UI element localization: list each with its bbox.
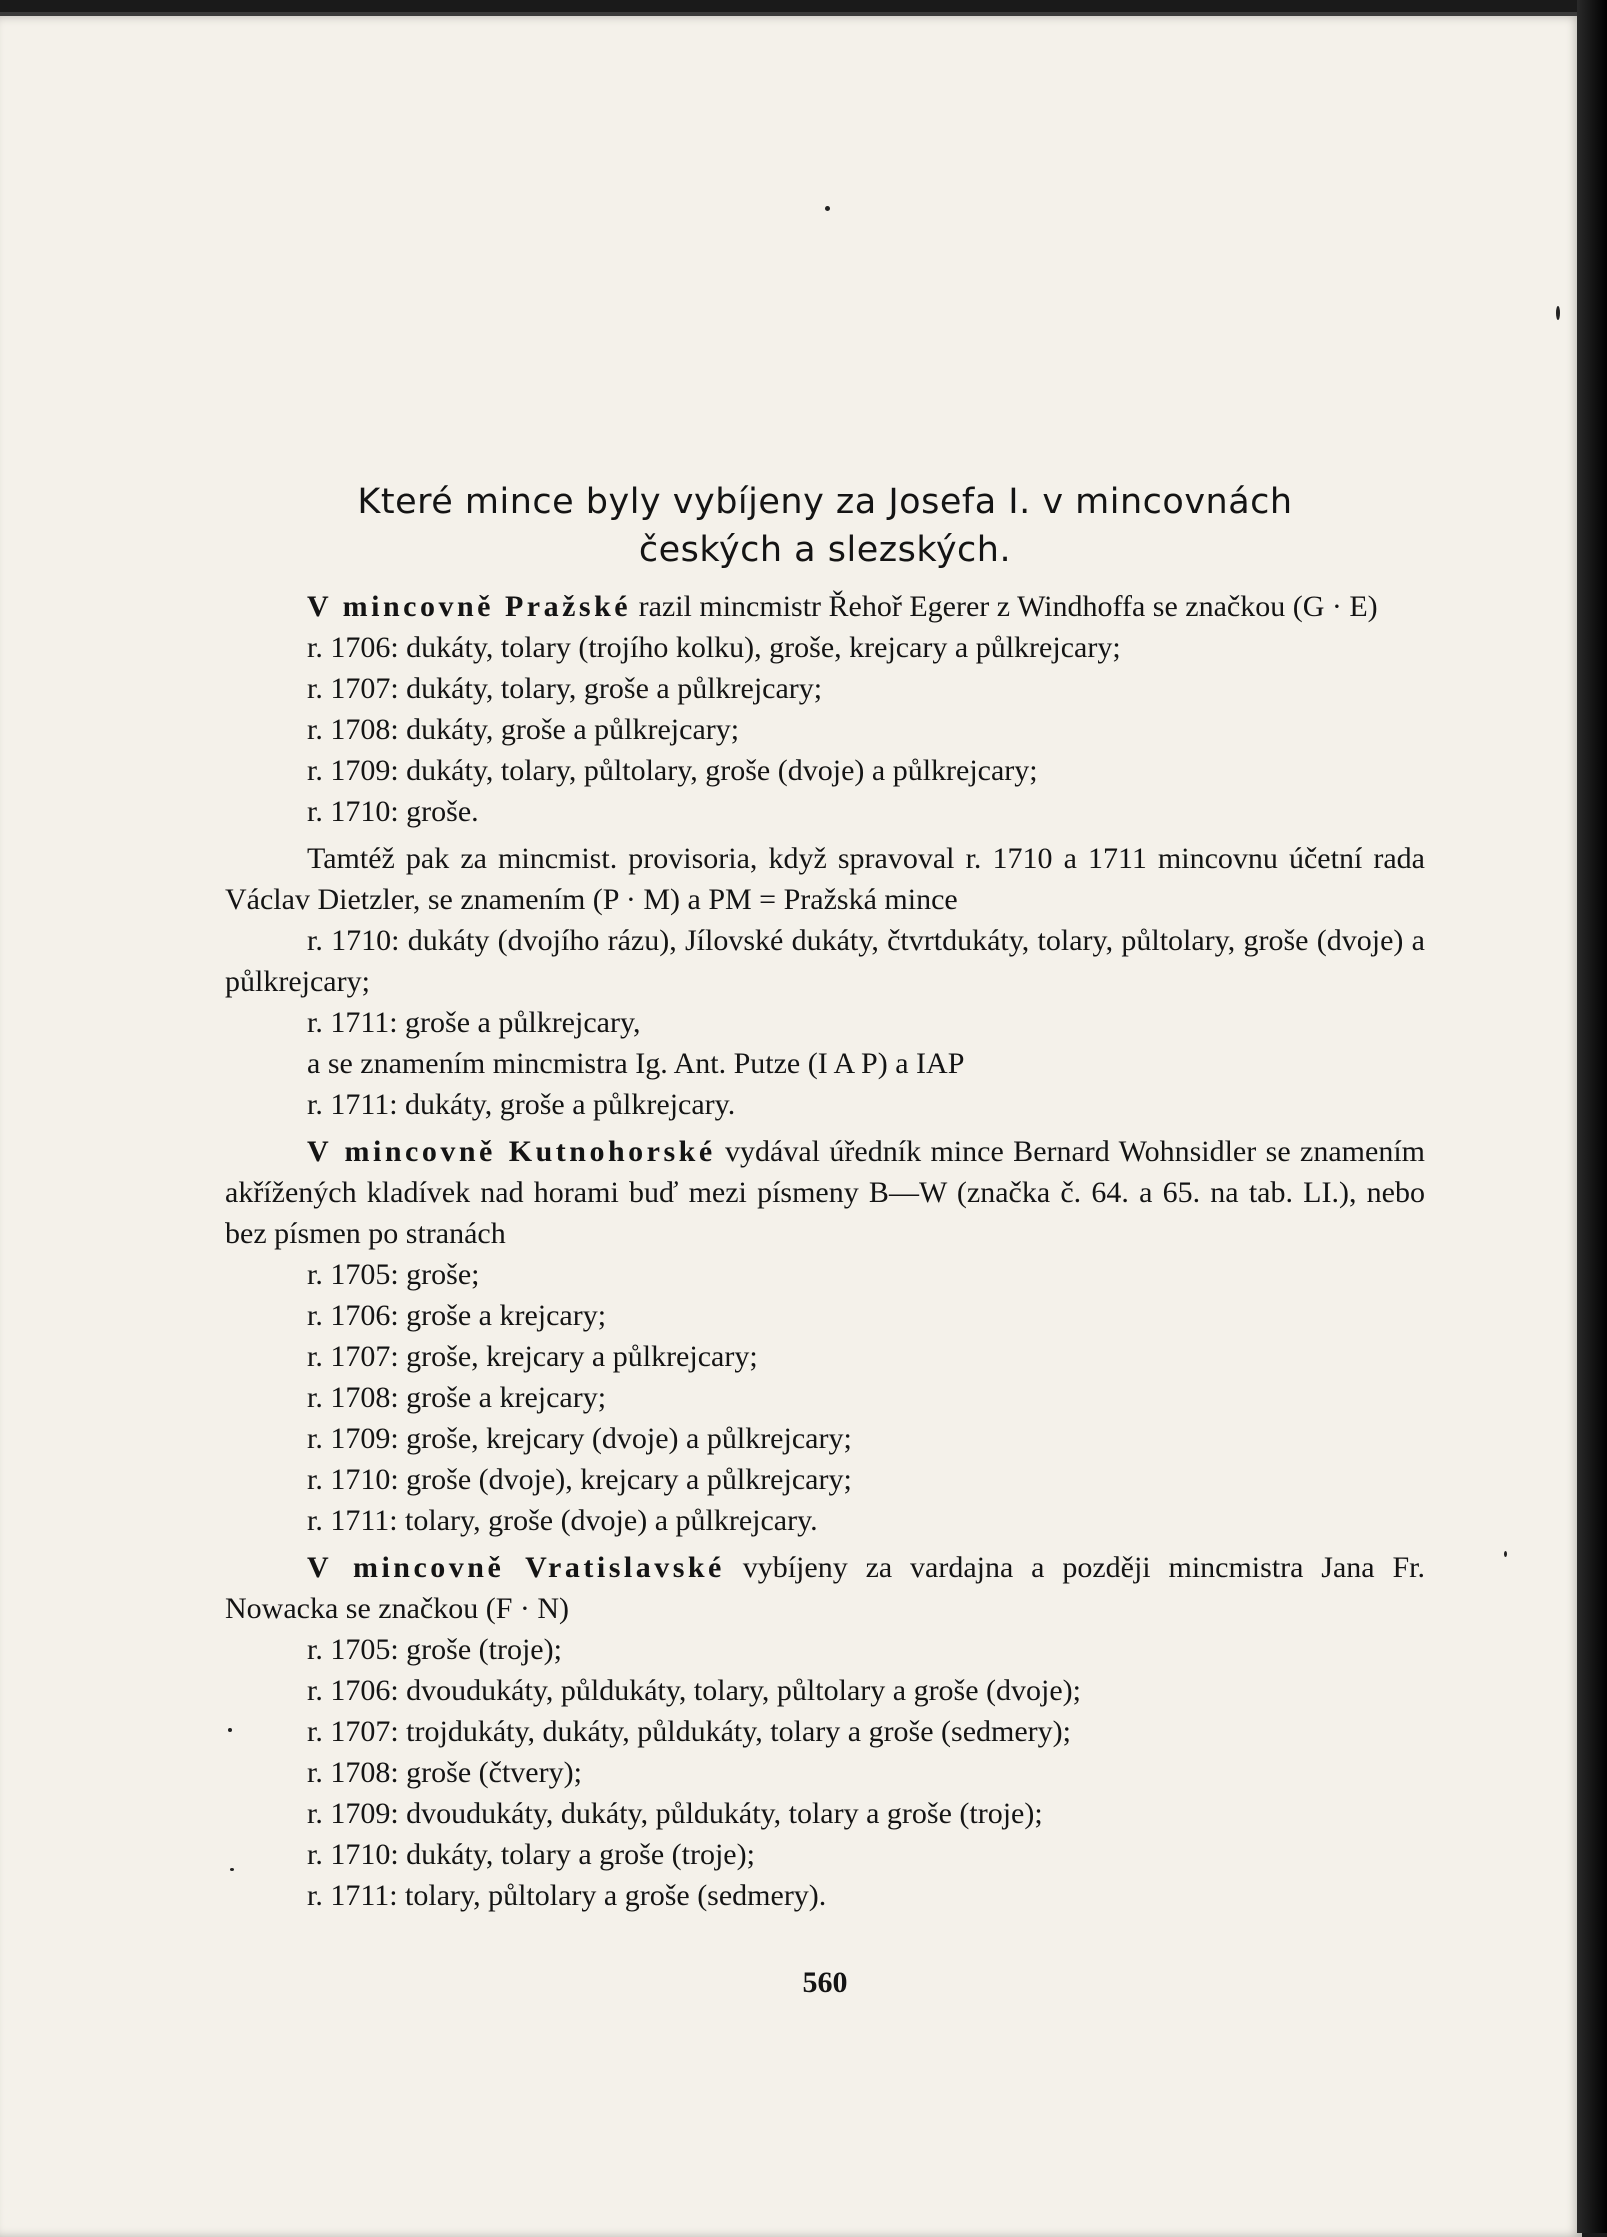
breslau-lead: V mincovně Vratislavské <box>307 1551 725 1584</box>
page-content <box>225 478 1425 1999</box>
kutna-year-line: r. 1707: groše, krejcary a půlkrejcary; <box>307 1340 758 1373</box>
page <box>0 12 1582 2237</box>
page-edge-shadow <box>1577 0 1607 2233</box>
prague-paragraph <box>225 586 1425 627</box>
kutna-year-line: r. 1706: groše a krejcary; <box>307 1299 607 1332</box>
title-line-2: českých a slezských. <box>638 530 1012 570</box>
provisoria-paragraph: Tamtéž pak za mincmist. provisoria, když spravoval r. 1710 a 1711 mincovnu účetní rada Václav Dietzler, se znamením (P · M) a PM = Pražská mince <box>225 842 1425 916</box>
ink-speck <box>1556 306 1560 320</box>
breslau-year-line: r. 1707: trojdukáty, dukáty, půldukáty, tolary a groše (sedmery); <box>307 1715 1071 1748</box>
prague-year-line: r. 1710: groše. <box>307 795 479 828</box>
title-line-1: Které mince byly vybíjeny za Josefa I. v mincovnách <box>357 482 1293 522</box>
page-title <box>225 478 1425 574</box>
body-text <box>225 586 1425 1916</box>
breslau-year-line: r. 1710: dukáty, tolary a groše (troje); <box>307 1838 755 1871</box>
prague-intro: razil mincmistr Řehoř Egerer z Windhoffa se značkou (G · E) <box>631 590 1378 623</box>
prague-lead: V mincovně Pražské <box>307 590 632 623</box>
kutna-year-line: r. 1709: groše, krejcary (dvoje) a půlkrejcary; <box>307 1422 852 1455</box>
breslau-year-line: r. 1705: groše (troje); <box>307 1633 562 1666</box>
kutna-year-line: r. 1711: tolary, groše (dvoje) a půlkrejcary. <box>307 1504 818 1537</box>
ink-speck <box>1504 1551 1507 1557</box>
kutna-intro: vydával úředník mince Bernard Wohnsidler se znamením akřížených kladívek nad horami buď mezi písmeny B—W (značka č. 64. a 65. na tab. LI.), nebo bez písmen po stranách <box>225 1135 1425 1250</box>
ink-speck <box>230 1868 234 1871</box>
putz-line: a se znamením mincmistra Ig. Ant. Putze (I A P) a IAP <box>307 1047 965 1080</box>
breslau-paragraph <box>225 1547 1425 1629</box>
breslau-year-line: r. 1711: tolary, půltolary a groše (sedmery). <box>307 1879 827 1912</box>
prague-year-line: r. 1708: dukáty, groše a půlkrejcary; <box>307 713 740 746</box>
kutna-year-line: r. 1708: groše a krejcary; <box>307 1381 607 1414</box>
breslau-year-line: r. 1708: groše (čtvery); <box>307 1756 582 1789</box>
breslau-year-line: r. 1706: dvoudukáty, půldukáty, tolary, půltolary a groše (dvoje); <box>307 1674 1082 1707</box>
kutna-lead: V mincovně Kutnohorské <box>307 1135 716 1168</box>
ink-speck <box>825 206 830 211</box>
prague-year-line: r. 1709: dukáty, tolary, půltolary, groše (dvoje) a půlkrejcary; <box>307 754 1038 787</box>
kutna-year-line: r. 1710: groše (dvoje), krejcary a půlkrejcary; <box>307 1463 852 1496</box>
kutna-year-line: r. 1705: groše; <box>307 1258 480 1291</box>
breslau-intro: vybíjeny za vardajna a později mincmistra Jana Fr. Nowacka se značkou (F · N) <box>225 1551 1425 1625</box>
putz-1711-line: r. 1711: dukáty, groše a půlkrejcary. <box>307 1088 736 1121</box>
provisoria-1711-line: r. 1711: groše a půlkrejcary, <box>307 1006 641 1039</box>
prague-year-line: r. 1707: dukáty, tolary, groše a půlkrejcary; <box>307 672 823 705</box>
kutna-paragraph <box>225 1131 1425 1254</box>
ink-speck <box>228 1728 232 1732</box>
page-number: 560 <box>802 1966 848 1999</box>
provisoria-1710-line: r. 1710: dukáty (dvojího rázu), Jílovské dukáty, čtvrtdukáty, tolary, půltolary, groše (dvoje) a půlkrejcary; <box>225 924 1425 998</box>
breslau-year-line: r. 1709: dvoudukáty, dukáty, půldukáty, tolary a groše (troje); <box>307 1797 1043 1830</box>
prague-year-line: r. 1706: dukáty, tolary (trojího kolku), groše, krejcary a půlkrejcary; <box>307 631 1121 664</box>
